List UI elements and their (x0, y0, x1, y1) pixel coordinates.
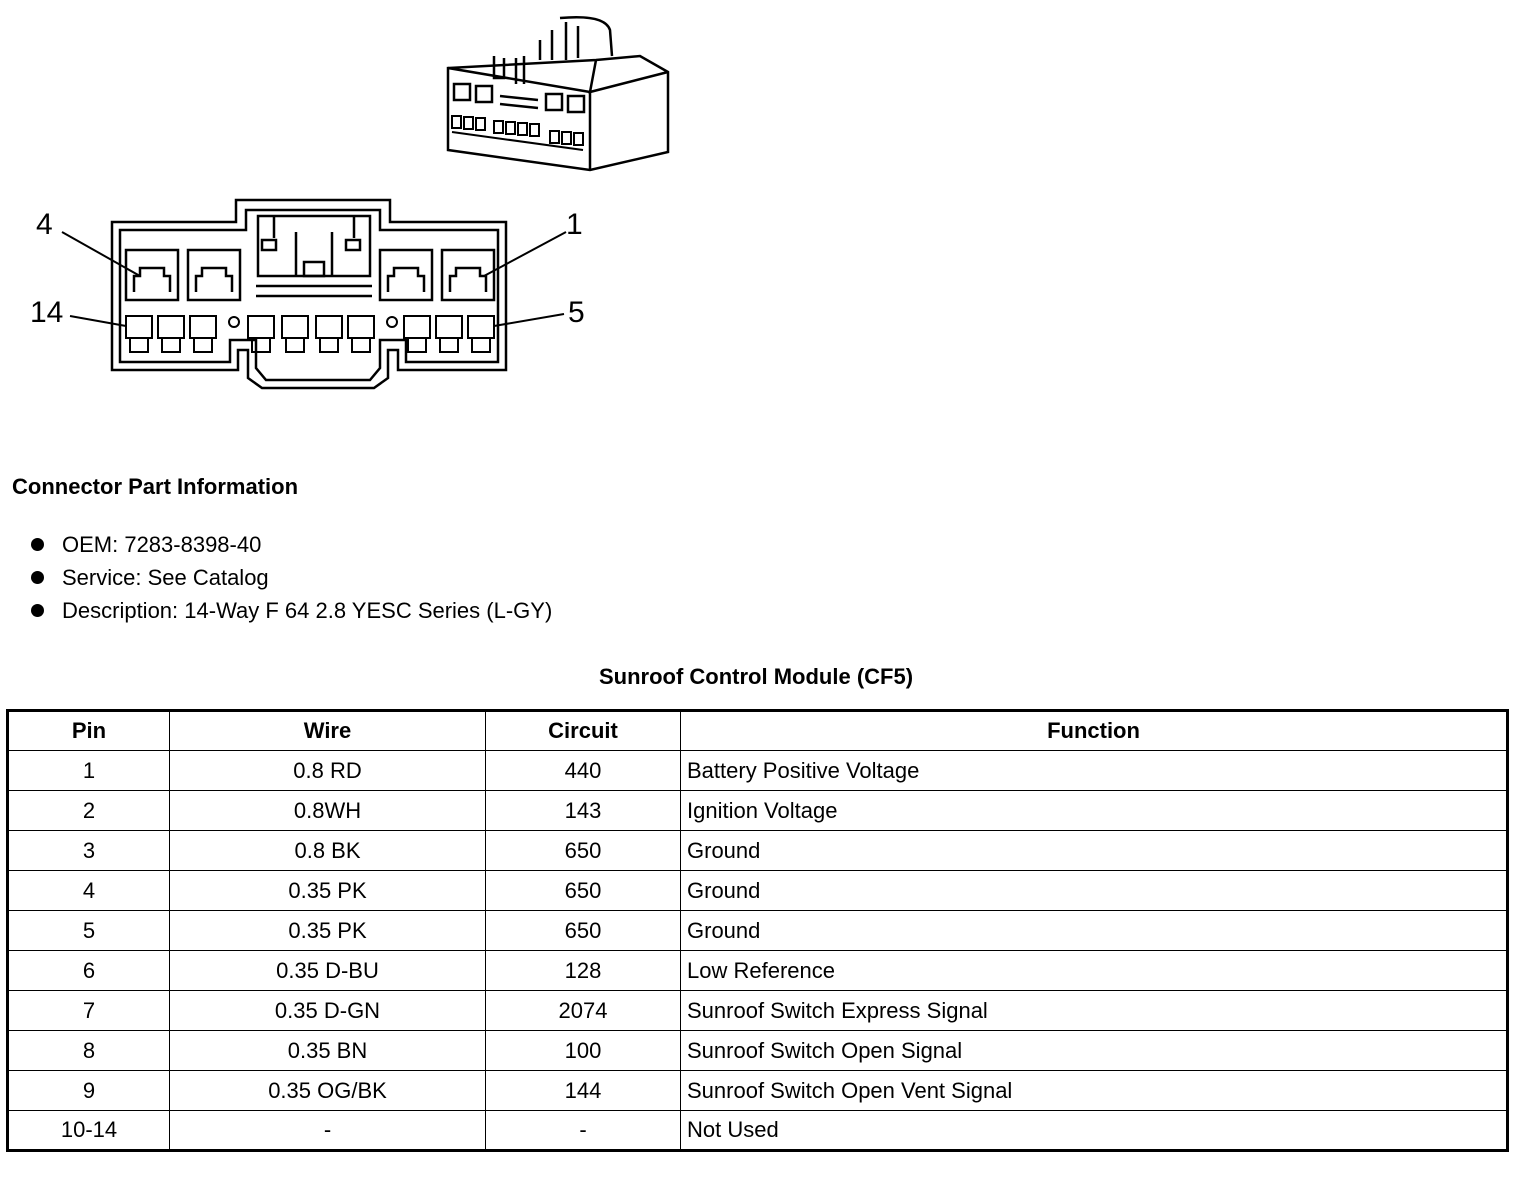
header-wire: Wire (170, 711, 486, 751)
cell-circuit: 100 (486, 1031, 681, 1071)
list-item (30, 594, 552, 627)
cell-function: Sunroof Switch Express Signal (681, 991, 1508, 1031)
cell-function: Sunroof Switch Open Signal (681, 1031, 1508, 1071)
table-row (8, 951, 1508, 991)
pin-label-14: 14 (30, 296, 64, 329)
cell-pin: 2 (8, 791, 170, 831)
table-row (8, 1031, 1508, 1071)
table-row (8, 991, 1508, 1031)
header-pin: Pin (8, 711, 170, 751)
bullet-icon (31, 538, 44, 551)
cell-function: Ground (681, 831, 1508, 871)
table-header-row (8, 711, 1508, 751)
connector-front-view (62, 200, 566, 388)
cell-circuit: 650 (486, 831, 681, 871)
cell-function: Battery Positive Voltage (681, 751, 1508, 791)
cell-pin: 4 (8, 871, 170, 911)
cell-circuit: 440 (486, 751, 681, 791)
cell-circuit: - (486, 1111, 681, 1151)
cell-pin: 6 (8, 951, 170, 991)
cell-pin: 9 (8, 1071, 170, 1111)
cell-pin: 3 (8, 831, 170, 871)
cell-function: Ignition Voltage (681, 791, 1508, 831)
connector-info-list (30, 528, 552, 627)
cell-function: Not Used (681, 1111, 1508, 1151)
cell-circuit: 128 (486, 951, 681, 991)
cell-circuit: 650 (486, 871, 681, 911)
cell-wire: - (170, 1111, 486, 1151)
table-row (8, 911, 1508, 951)
pin-label-1: 1 (566, 208, 583, 241)
connector-info-heading: Connector Part Information (12, 474, 299, 499)
list-item (30, 561, 552, 594)
cell-pin: 10-14 (8, 1111, 170, 1151)
cell-circuit: 144 (486, 1071, 681, 1111)
cell-wire: 0.8 RD (170, 751, 486, 791)
cell-function: Low Reference (681, 951, 1508, 991)
cell-wire: 0.8 BK (170, 831, 486, 871)
info-description: Description: 14-Way F 64 2.8 YESC Series (L-GY) (62, 597, 553, 623)
cell-wire: 0.35 PK (170, 911, 486, 951)
header-function: Function (681, 711, 1508, 751)
cell-pin: 8 (8, 1031, 170, 1071)
cell-wire: 0.35 PK (170, 871, 486, 911)
list-item (30, 528, 552, 561)
info-service: Service: See Catalog (62, 564, 269, 590)
cell-pin: 1 (8, 751, 170, 791)
connector-isometric-view (448, 17, 668, 170)
table-row (8, 1071, 1508, 1111)
pin-label-5: 5 (568, 296, 585, 329)
cell-circuit: 143 (486, 791, 681, 831)
cell-circuit: 650 (486, 911, 681, 951)
cell-wire: 0.8WH (170, 791, 486, 831)
info-oem: OEM: 7283-8398-40 (62, 531, 262, 557)
table-row (8, 1111, 1508, 1151)
connector-diagram (0, 0, 700, 400)
table-row (8, 871, 1508, 911)
cell-pin: 7 (8, 991, 170, 1031)
cell-wire: 0.35 OG/BK (170, 1071, 486, 1111)
cell-pin: 5 (8, 911, 170, 951)
cell-function: Ground (681, 871, 1508, 911)
cell-function: Ground (681, 911, 1508, 951)
pinout-table (6, 709, 1509, 1152)
table-row (8, 751, 1508, 791)
header-circuit: Circuit (486, 711, 681, 751)
cell-circuit: 2074 (486, 991, 681, 1031)
cell-wire: 0.35 BN (170, 1031, 486, 1071)
cell-function: Sunroof Switch Open Vent Signal (681, 1071, 1508, 1111)
table-row (8, 831, 1508, 871)
table-row (8, 791, 1508, 831)
table-title: Sunroof Control Module (CF5) (598, 664, 914, 689)
cell-wire: 0.35 D-BU (170, 951, 486, 991)
bullet-icon (31, 571, 44, 584)
bullet-icon (31, 604, 44, 617)
pin-label-4: 4 (36, 208, 53, 241)
cell-wire: 0.35 D-GN (170, 991, 486, 1031)
